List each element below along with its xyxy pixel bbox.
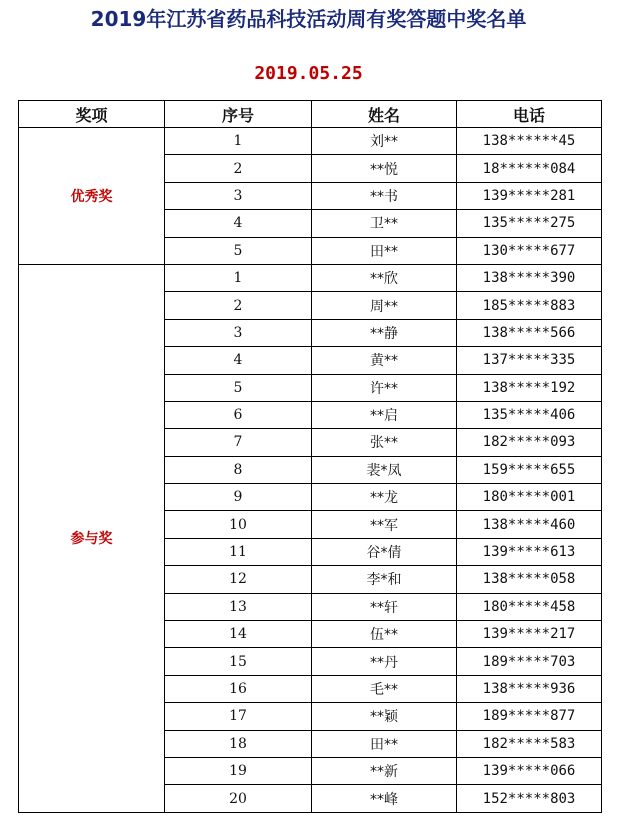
name-cell: 李*和: [312, 566, 457, 593]
phone-cell: 185*****883: [457, 292, 602, 319]
name-cell: **静: [312, 319, 457, 346]
seq-cell: 13: [165, 593, 312, 620]
seq-cell: 2: [165, 155, 312, 182]
name-cell: 毛**: [312, 675, 457, 702]
phone-cell: 182*****583: [457, 730, 602, 757]
name-cell: 周**: [312, 292, 457, 319]
name-cell: 伍**: [312, 621, 457, 648]
phone-cell: 139*****217: [457, 621, 602, 648]
phone-cell: 135*****406: [457, 401, 602, 428]
name-cell: **峰: [312, 785, 457, 812]
phone-cell: 18******084: [457, 155, 602, 182]
seq-cell: 9: [165, 484, 312, 511]
phone-cell: 189*****703: [457, 648, 602, 675]
seq-cell: 18: [165, 730, 312, 757]
name-cell: 田**: [312, 730, 457, 757]
phone-cell: 135*****275: [457, 210, 602, 237]
winners-table: [18, 100, 602, 813]
seq-cell: 4: [165, 347, 312, 374]
name-cell: 黄**: [312, 347, 457, 374]
seq-cell: 2: [165, 292, 312, 319]
seq-cell: 4: [165, 210, 312, 237]
name-cell: **悦: [312, 155, 457, 182]
seq-cell: 1: [165, 128, 312, 155]
name-cell: 田**: [312, 237, 457, 264]
name-cell: **军: [312, 511, 457, 538]
award-category: 参与奖: [19, 264, 165, 812]
seq-cell: 11: [165, 538, 312, 565]
seq-cell: 5: [165, 374, 312, 401]
name-cell: **书: [312, 182, 457, 209]
name-cell: **新: [312, 757, 457, 784]
seq-cell: 5: [165, 237, 312, 264]
seq-cell: 10: [165, 511, 312, 538]
seq-cell: 16: [165, 675, 312, 702]
seq-cell: 17: [165, 703, 312, 730]
phone-cell: 139*****613: [457, 538, 602, 565]
phone-cell: 130*****677: [457, 237, 602, 264]
name-cell: **轩: [312, 593, 457, 620]
phone-cell: 138*****460: [457, 511, 602, 538]
seq-cell: 12: [165, 566, 312, 593]
phone-cell: 139*****281: [457, 182, 602, 209]
phone-cell: 137*****335: [457, 347, 602, 374]
seq-cell: 15: [165, 648, 312, 675]
phone-cell: 180*****458: [457, 593, 602, 620]
seq-cell: 3: [165, 182, 312, 209]
phone-cell: 189*****877: [457, 703, 602, 730]
header-name: 姓名: [312, 101, 457, 128]
phone-cell: 138*****192: [457, 374, 602, 401]
name-cell: 张**: [312, 429, 457, 456]
name-cell: **欣: [312, 264, 457, 291]
table-body: [19, 128, 602, 813]
phone-cell: 152*****803: [457, 785, 602, 812]
phone-cell: 138*****390: [457, 264, 602, 291]
name-cell: 谷*倩: [312, 538, 457, 565]
table-header: [19, 101, 602, 128]
name-cell: **龙: [312, 484, 457, 511]
seq-cell: 8: [165, 456, 312, 483]
phone-cell: 138*****566: [457, 319, 602, 346]
phone-cell: 180*****001: [457, 484, 602, 511]
seq-cell: 14: [165, 621, 312, 648]
phone-cell: 138*****936: [457, 675, 602, 702]
phone-cell: 138*****058: [457, 566, 602, 593]
name-cell: 许**: [312, 374, 457, 401]
seq-cell: 6: [165, 401, 312, 428]
header-seq: 序号: [165, 101, 312, 128]
name-cell: 卫**: [312, 210, 457, 237]
announcement-date: 2019.05.25: [254, 63, 363, 84]
seq-cell: 1: [165, 264, 312, 291]
table-row: [19, 128, 602, 155]
phone-cell: 138******45: [457, 128, 602, 155]
seq-cell: 7: [165, 429, 312, 456]
table-row: [19, 264, 602, 291]
header-phone: 电话: [457, 101, 602, 128]
header-award: 奖项: [19, 101, 165, 128]
name-cell: 裴*凤: [312, 456, 457, 483]
name-cell: **启: [312, 401, 457, 428]
header-row: [19, 101, 602, 128]
award-category: 优秀奖: [19, 128, 165, 265]
seq-cell: 20: [165, 785, 312, 812]
phone-cell: 182*****093: [457, 429, 602, 456]
name-cell: **颖: [312, 703, 457, 730]
page-title: 2019年江苏省药品科技活动周有奖答题中奖名单: [90, 7, 527, 31]
name-cell: **丹: [312, 648, 457, 675]
seq-cell: 19: [165, 757, 312, 784]
name-cell: 刘**: [312, 128, 457, 155]
phone-cell: 159*****655: [457, 456, 602, 483]
seq-cell: 3: [165, 319, 312, 346]
phone-cell: 139*****066: [457, 757, 602, 784]
